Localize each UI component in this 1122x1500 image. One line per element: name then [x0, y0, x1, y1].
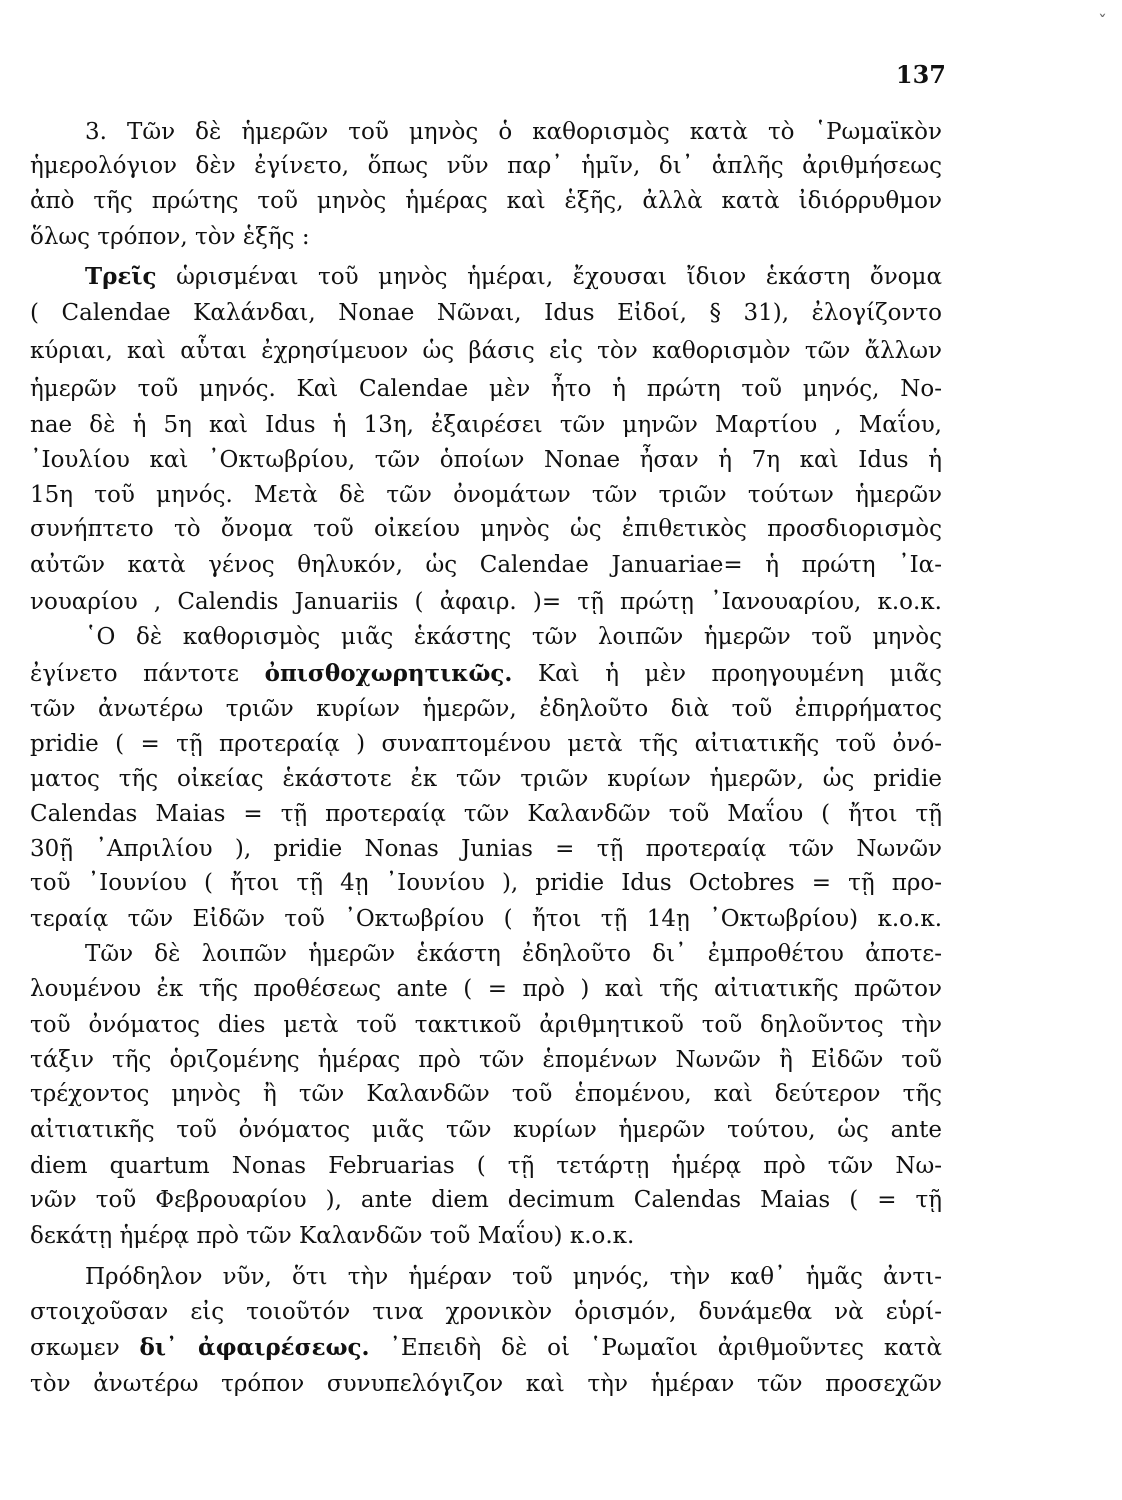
text-segment: Τῶν δὲ λοιπῶν ἡμερῶν ἑκάστη ἐδηλοῦτο δι᾽ ἐμπροθέτου ἀποτε- — [85, 941, 942, 967]
text-segment: diem quartum Nonas Februarias ( τῇ τετάρτῃ ἡμέρᾳ πρὸ τῶν Νω- — [30, 1153, 942, 1179]
text-line — [30, 1260, 942, 1294]
text-segment: pridie ( = τῇ προτεραίᾳ ) συναπτομένου μετὰ τῆς αἰτιατικῆς τοῦ ὀνό- — [30, 731, 942, 757]
text-line — [30, 620, 942, 654]
text-segment: τῶν ἀνωτέρω τριῶν κυρίων ἡμερῶν, ἐδηλοῦτο διὰ τοῦ ἐπιρρήματος — [30, 696, 942, 722]
text-line — [30, 832, 942, 866]
text-line — [30, 1113, 942, 1147]
text-segment: ᾽Ιουλίου καὶ ᾽Οκτωβρίου, τῶν ὁποίων Nonae ἦσαν ἡ 7η καὶ Idus ἡ — [30, 447, 942, 473]
corner-mark: ˇ — [1098, 12, 1107, 33]
text-line — [30, 585, 942, 619]
text-line — [30, 512, 942, 546]
text-segment: στοιχοῦσαν εἰς τοιοῦτόν τινα χρονικὸν ὁρισμόν, δυνάμεθα νὰ εὑρί- — [30, 1299, 942, 1325]
text-line — [30, 727, 942, 761]
text-segment: τεραίᾳ τῶν Εἰδῶν τοῦ ᾽Οκτωβρίου ( ἤτοι τῇ 14ῃ ᾽Οκτωβρίου) κ.ο.κ. — [30, 906, 942, 932]
text-segment: τοῦ ᾽Ιουνίου ( ἤτοι τῇ 4ῃ ᾽Ιουνίου ), pridie Idus Octobres = τῇ προ- — [30, 870, 942, 896]
text-line — [30, 372, 942, 406]
text-line — [30, 692, 942, 726]
bold-text: δι᾽ ἀφαιρέσεως. — [139, 1334, 370, 1361]
text-segment: κύριαι, καὶ αὗται ἐχρησίμευον ὡς βάσις εἰς τὸν καθορισμὸν τῶν ἄλλων — [30, 338, 942, 364]
text-line — [30, 902, 942, 936]
text-line — [30, 762, 942, 796]
text-segment: τοῦ ὀνόματος dies μετὰ τοῦ τακτικοῦ ἀριθμητικοῦ τοῦ δηλοῦντος τὴν — [30, 1012, 942, 1038]
bold-text: Τρεῖς — [85, 263, 157, 290]
text-line — [30, 866, 942, 900]
text-segment: τρέχοντος μηνὸς ἢ τῶν Καλανδῶν τοῦ ἑπομένου, καὶ δεύτερον τῆς — [30, 1081, 942, 1107]
text-segment: νουαρίου , Calendis Januariis ( ἀφαιρ. )= τῇ πρώτῃ ᾽Ιανουαρίου, κ.ο.κ. — [30, 589, 942, 615]
text-line — [30, 149, 942, 183]
text-segment: ματος τῆς οἰκείας ἑκάστοτε ἐκ τῶν τριῶν κυρίων ἡμερῶν, ὡς pridie — [30, 766, 942, 792]
bold-text: ὀπισθοχωρητικῶς. — [264, 660, 513, 687]
text-line — [30, 334, 942, 368]
text-segment: ᾽Επειδὴ δὲ οἱ ῾Ρωμαῖοι ἀριθμοῦντες κατὰ — [369, 1335, 942, 1361]
text-line — [30, 1183, 942, 1217]
text-segment: Πρόδηλον νῦν, ὅτι τὴν ἡμέραν τοῦ μηνός, τὴν καθ᾽ ἡμᾶς ἀντι- — [85, 1264, 942, 1290]
text-segment: αὐτῶν κατὰ γένος θηλυκόν, ὡς Calendae Januariae= ἡ πρώτη ᾽Ια- — [30, 552, 942, 578]
text-segment: ῾Ο δὲ καθορισμὸς μιᾶς ἑκάστης τῶν λοιπῶν ἡμερῶν τοῦ μηνὸς — [85, 624, 942, 650]
text-line — [30, 1043, 942, 1077]
text-line — [30, 1077, 942, 1111]
text-line — [30, 657, 942, 691]
text-line — [30, 478, 942, 512]
text-line — [30, 937, 942, 971]
text-segment: τάξιν τῆς ὁριζομένης ἡμέρας πρὸ τῶν ἑπομένων Νωνῶν ἢ Εἰδῶν τοῦ — [30, 1047, 942, 1073]
text-line — [30, 184, 942, 218]
text-segment: σκωμεν — [30, 1335, 140, 1361]
text-segment: ἀπὸ τῆς πρώτης τοῦ μηνὸς ἡμέρας καὶ ἑξῆς, ἀλλὰ κατὰ ἰδιόρρυθμον — [30, 188, 942, 214]
text-segment: ἡμερολόγιον δὲν ἐγίνετο, ὅπως νῦν παρ᾽ ἡμῖν, δι᾽ ἁπλῆς ἀριθμήσεως — [30, 153, 942, 179]
text-line — [30, 1295, 942, 1329]
text-segment: Calendas Maias = τῇ προτεραίᾳ τῶν Καλανδῶν τοῦ Μαΐου ( ἤτοι τῇ — [30, 801, 942, 827]
text-segment: ( Calendae Καλάνδαι, Nonae Νῶναι, Idus Εἰδοί, § 31), ἐλογίζοντο — [30, 300, 942, 326]
text-line — [30, 260, 942, 294]
text-segment: Καὶ ἡ μὲν προηγουμένη μιᾶς — [512, 661, 942, 687]
page-number: 137 — [895, 60, 946, 89]
text-line — [30, 972, 942, 1006]
text-segment: 15η τοῦ μηνός. Μετὰ δὲ τῶν ὀνομάτων τῶν τριῶν τούτων ἡμερῶν — [30, 482, 942, 508]
text-line — [30, 115, 942, 149]
text-segment: nae δὲ ἡ 5η καὶ Idus ἡ 13η, ἐξαιρέσει τῶν μηνῶν Μαρτίου , Μαΐου, — [30, 412, 942, 438]
text-segment: ἡμερῶν τοῦ μηνός. Καὶ Calendae μὲν ἦτο ἡ πρώτη τοῦ μηνός, Νο- — [30, 376, 942, 402]
text-segment: συνήπτετο τὸ ὄνομα τοῦ οἰκείου μηνὸς ὡς ἐπιθετικὸς προσδιορισμὸς — [30, 516, 942, 542]
text-segment: νῶν τοῦ Φεβρουαρίου ), ante diem decimum Calendas Maias ( = τῇ — [30, 1187, 942, 1213]
text-segment: ἐγίνετο πάντοτε — [30, 661, 265, 687]
text-line — [30, 1331, 942, 1365]
text-line — [30, 797, 942, 831]
text-line — [30, 220, 942, 254]
text-segment: ὡρισμέναι τοῦ μηνὸς ἡμέραι, ἔχουσαι ἴδιον ἑκάστη ὄνομα — [156, 264, 942, 290]
text-line — [30, 1008, 942, 1042]
text-line — [30, 1367, 942, 1401]
text-line — [30, 408, 942, 442]
text-line — [30, 296, 942, 330]
text-line — [30, 548, 942, 582]
text-segment: 3. Τῶν δὲ ἡμερῶν τοῦ μηνὸς ὁ καθορισμὸς κατὰ τὸ ῾Ρωμαϊκὸν — [85, 119, 942, 145]
text-segment: δεκάτῃ ἡμέρᾳ πρὸ τῶν Καλανδῶν τοῦ Μαΐου) κ.ο.κ. — [30, 1223, 635, 1249]
text-segment: 30ῇ ᾽Απριλίου ), pridie Nonas Junias = τῇ προτεραίᾳ τῶν Νωνῶν — [30, 836, 942, 862]
text-line — [30, 443, 942, 477]
text-segment: ὅλως τρόπον, τὸν ἑξῆς : — [30, 224, 310, 250]
text-segment: λουμένου ἐκ τῆς προθέσεως ante ( = πρὸ ) καὶ τῆς αἰτιατικῆς πρῶτον — [30, 976, 942, 1002]
text-line — [30, 1149, 942, 1183]
text-line — [30, 1219, 942, 1253]
text-segment: τὸν ἀνωτέρω τρόπον συνυπελόγιζον καὶ τὴν ἡμέραν τῶν προσεχῶν — [30, 1371, 942, 1397]
text-segment: αἰτιατικῆς τοῦ ὀνόματος μιᾶς τῶν κυρίων ἡμερῶν τούτου, ὡς ante — [30, 1117, 942, 1143]
